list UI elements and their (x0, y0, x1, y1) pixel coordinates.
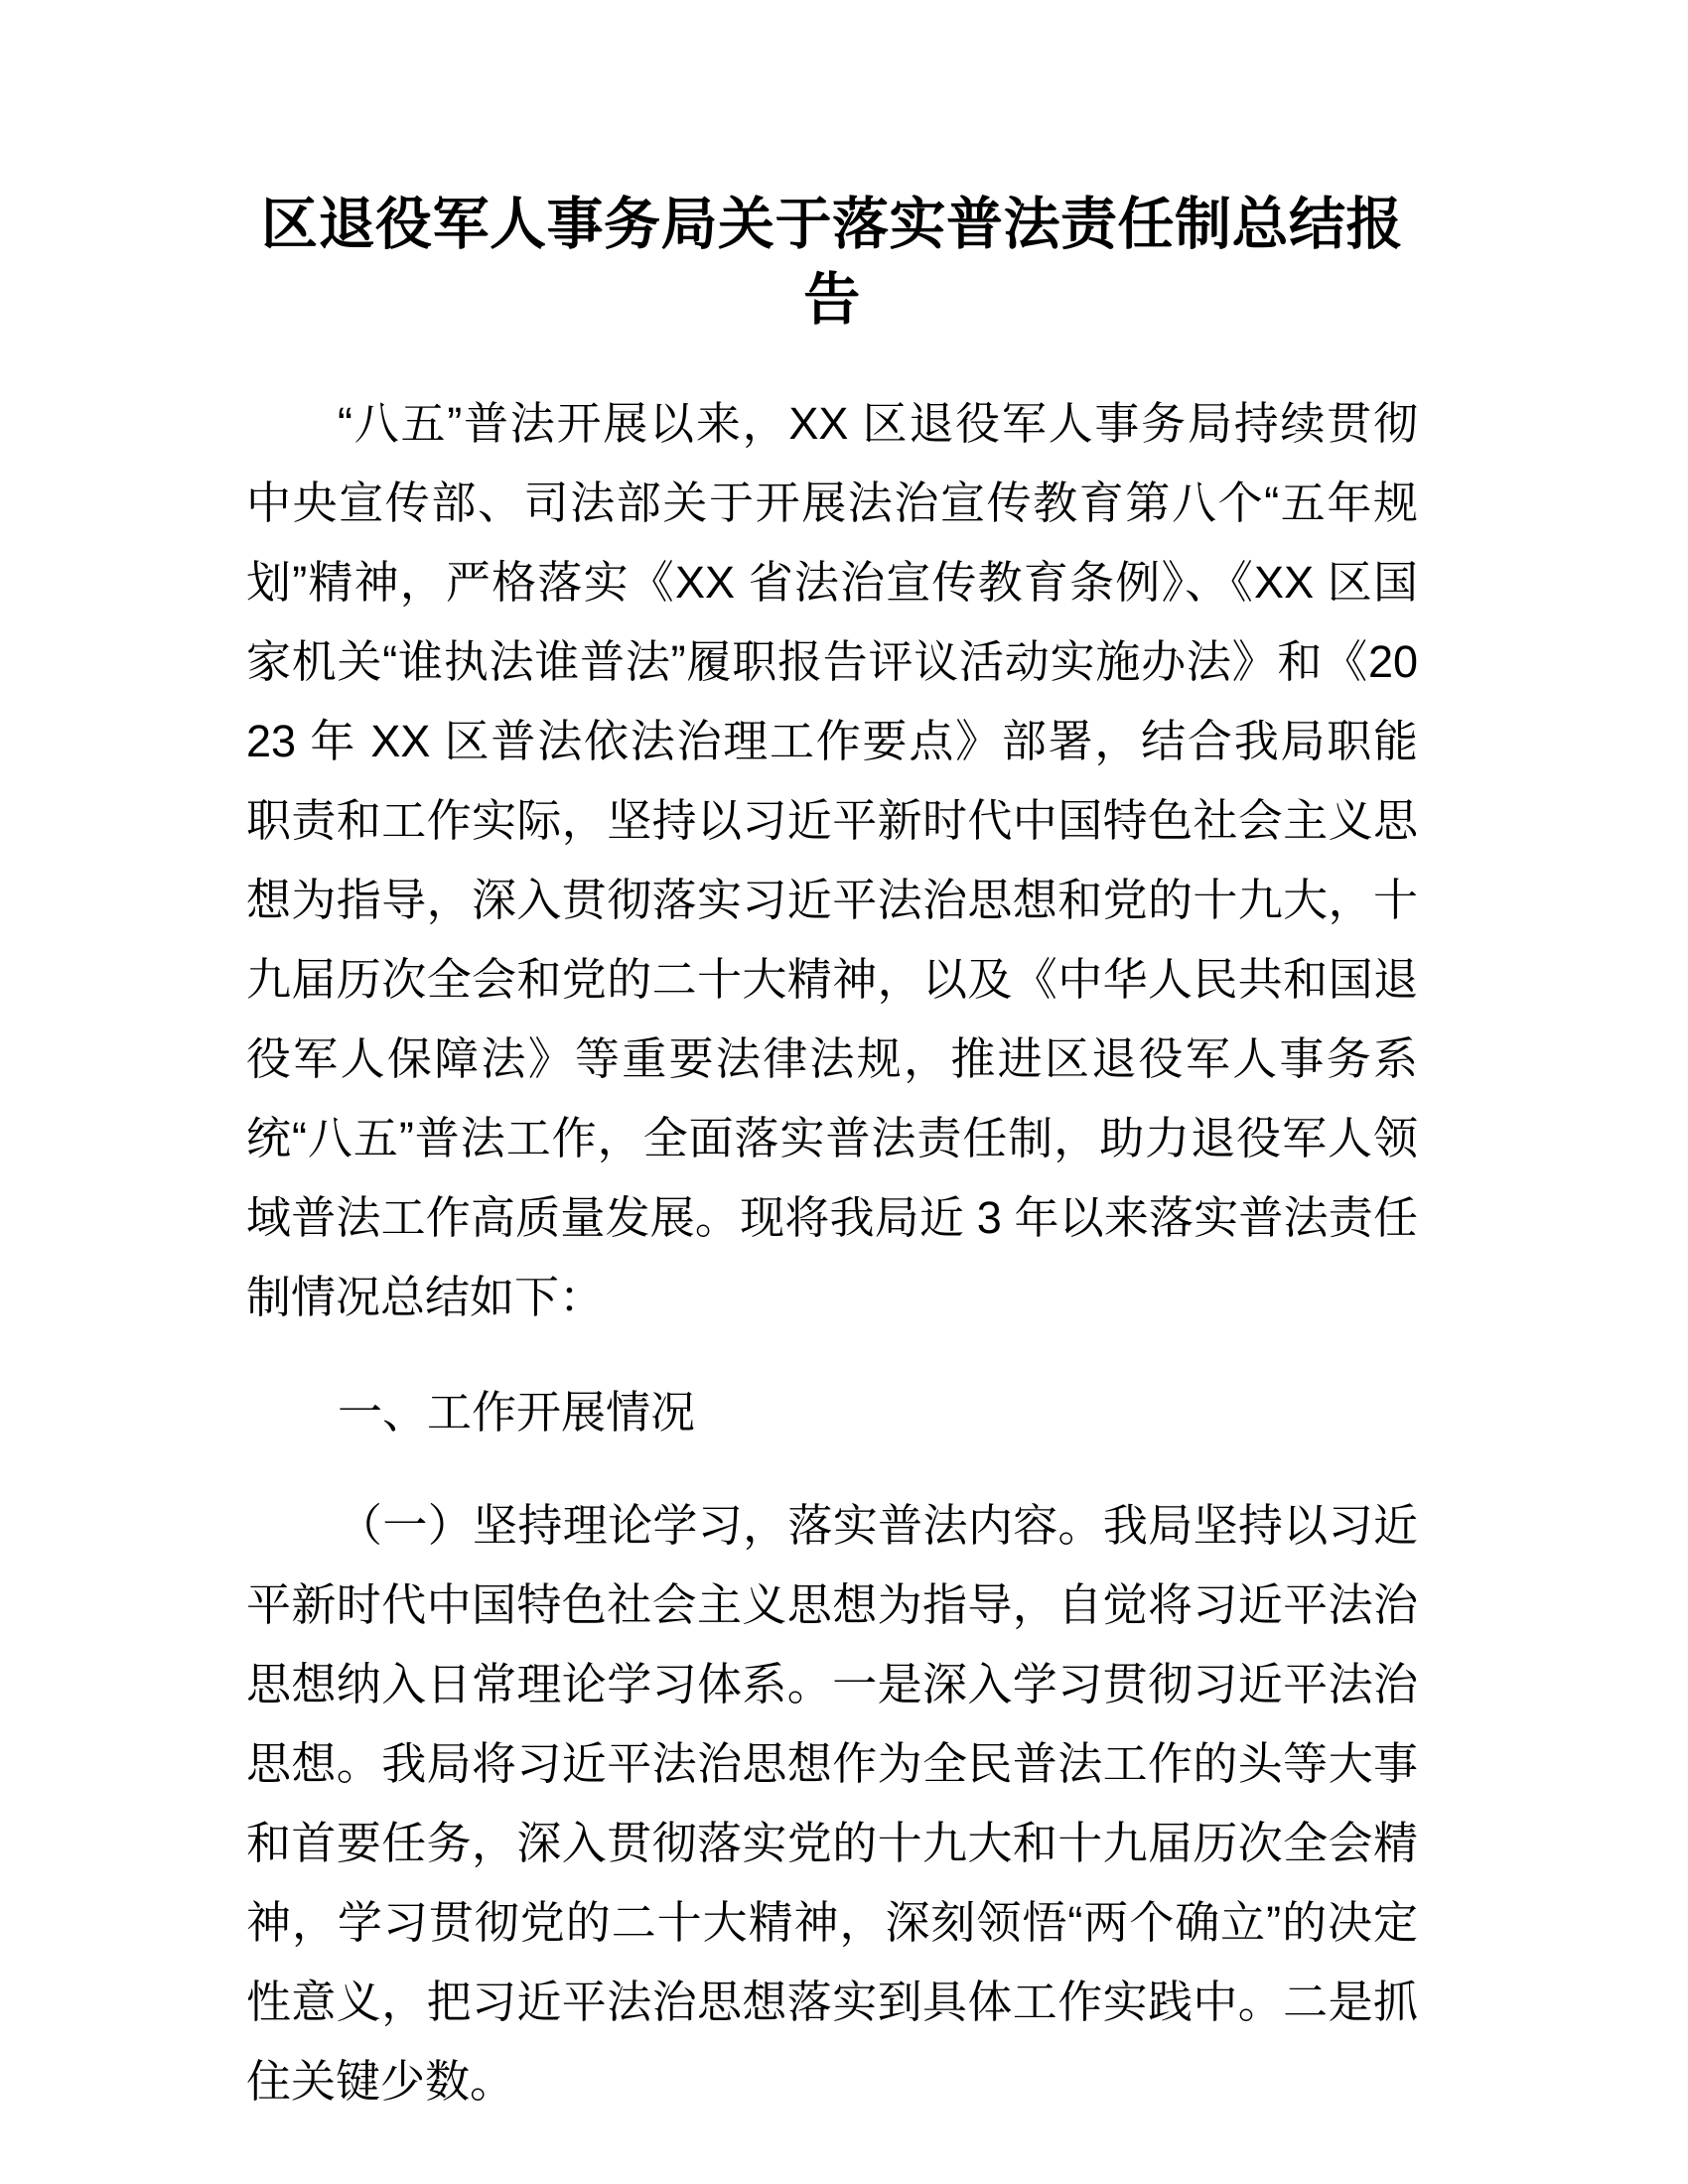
document-content (246, 0, 1418, 2121)
subsection-paragraph-1: （一）坚持理论学习，落实普法内容。我局坚持以习近平新时代中国特色社会主义思想为指导，自觉将习近平法治思想纳入日常理论学习体系。一是深入学习贯彻习近平法治思想。我局将习近平法治思想作为全民普法工作的头等大事和首要任务，深入贯彻落实党的十九大和十九届历次全会精神，学习贯彻党的二十大精神，深刻领悟“两个确立”的决定性意义，把习近平法治思想落实到具体工作实践中。二是抓住关键少数。 (246, 1499, 1418, 2107)
section-heading-1: 一、工作开展情况 (338, 1386, 696, 1437)
intro-paragraph: “八五”普法开展以来，XX 区退役军人事务局持续贯彻中央宣传部、司法部关于开展法治宣传教育第八个“五年规划”精神，严格落实《XX 省法治宣传教育条例》、《XX 区国家机关“谁执法谁普法”履职报告评议活动实施办法》和《2023 年 XX 区普法依法治理工作要点》部署，结合我局职能职责和工作实际，坚持以习近平新时代中国特色社会主义思想为指导，深入贯彻落实习近平法治思想和党的十九大，十九届历次全会和党的二十大精神，以及《中华人民共和国退役军人保障法》等重要法律法规，推进区退役军人事务系统“八五”普法工作，全面落实普法责任制，助力退役军人领域普法工作高质量发展。现将我局近 3 年以来落实普法责任制情况总结如下： (246, 397, 1418, 1322)
page-title: 区退役军人事务局关于落实普法责任制总结报告 (261, 193, 1403, 333)
